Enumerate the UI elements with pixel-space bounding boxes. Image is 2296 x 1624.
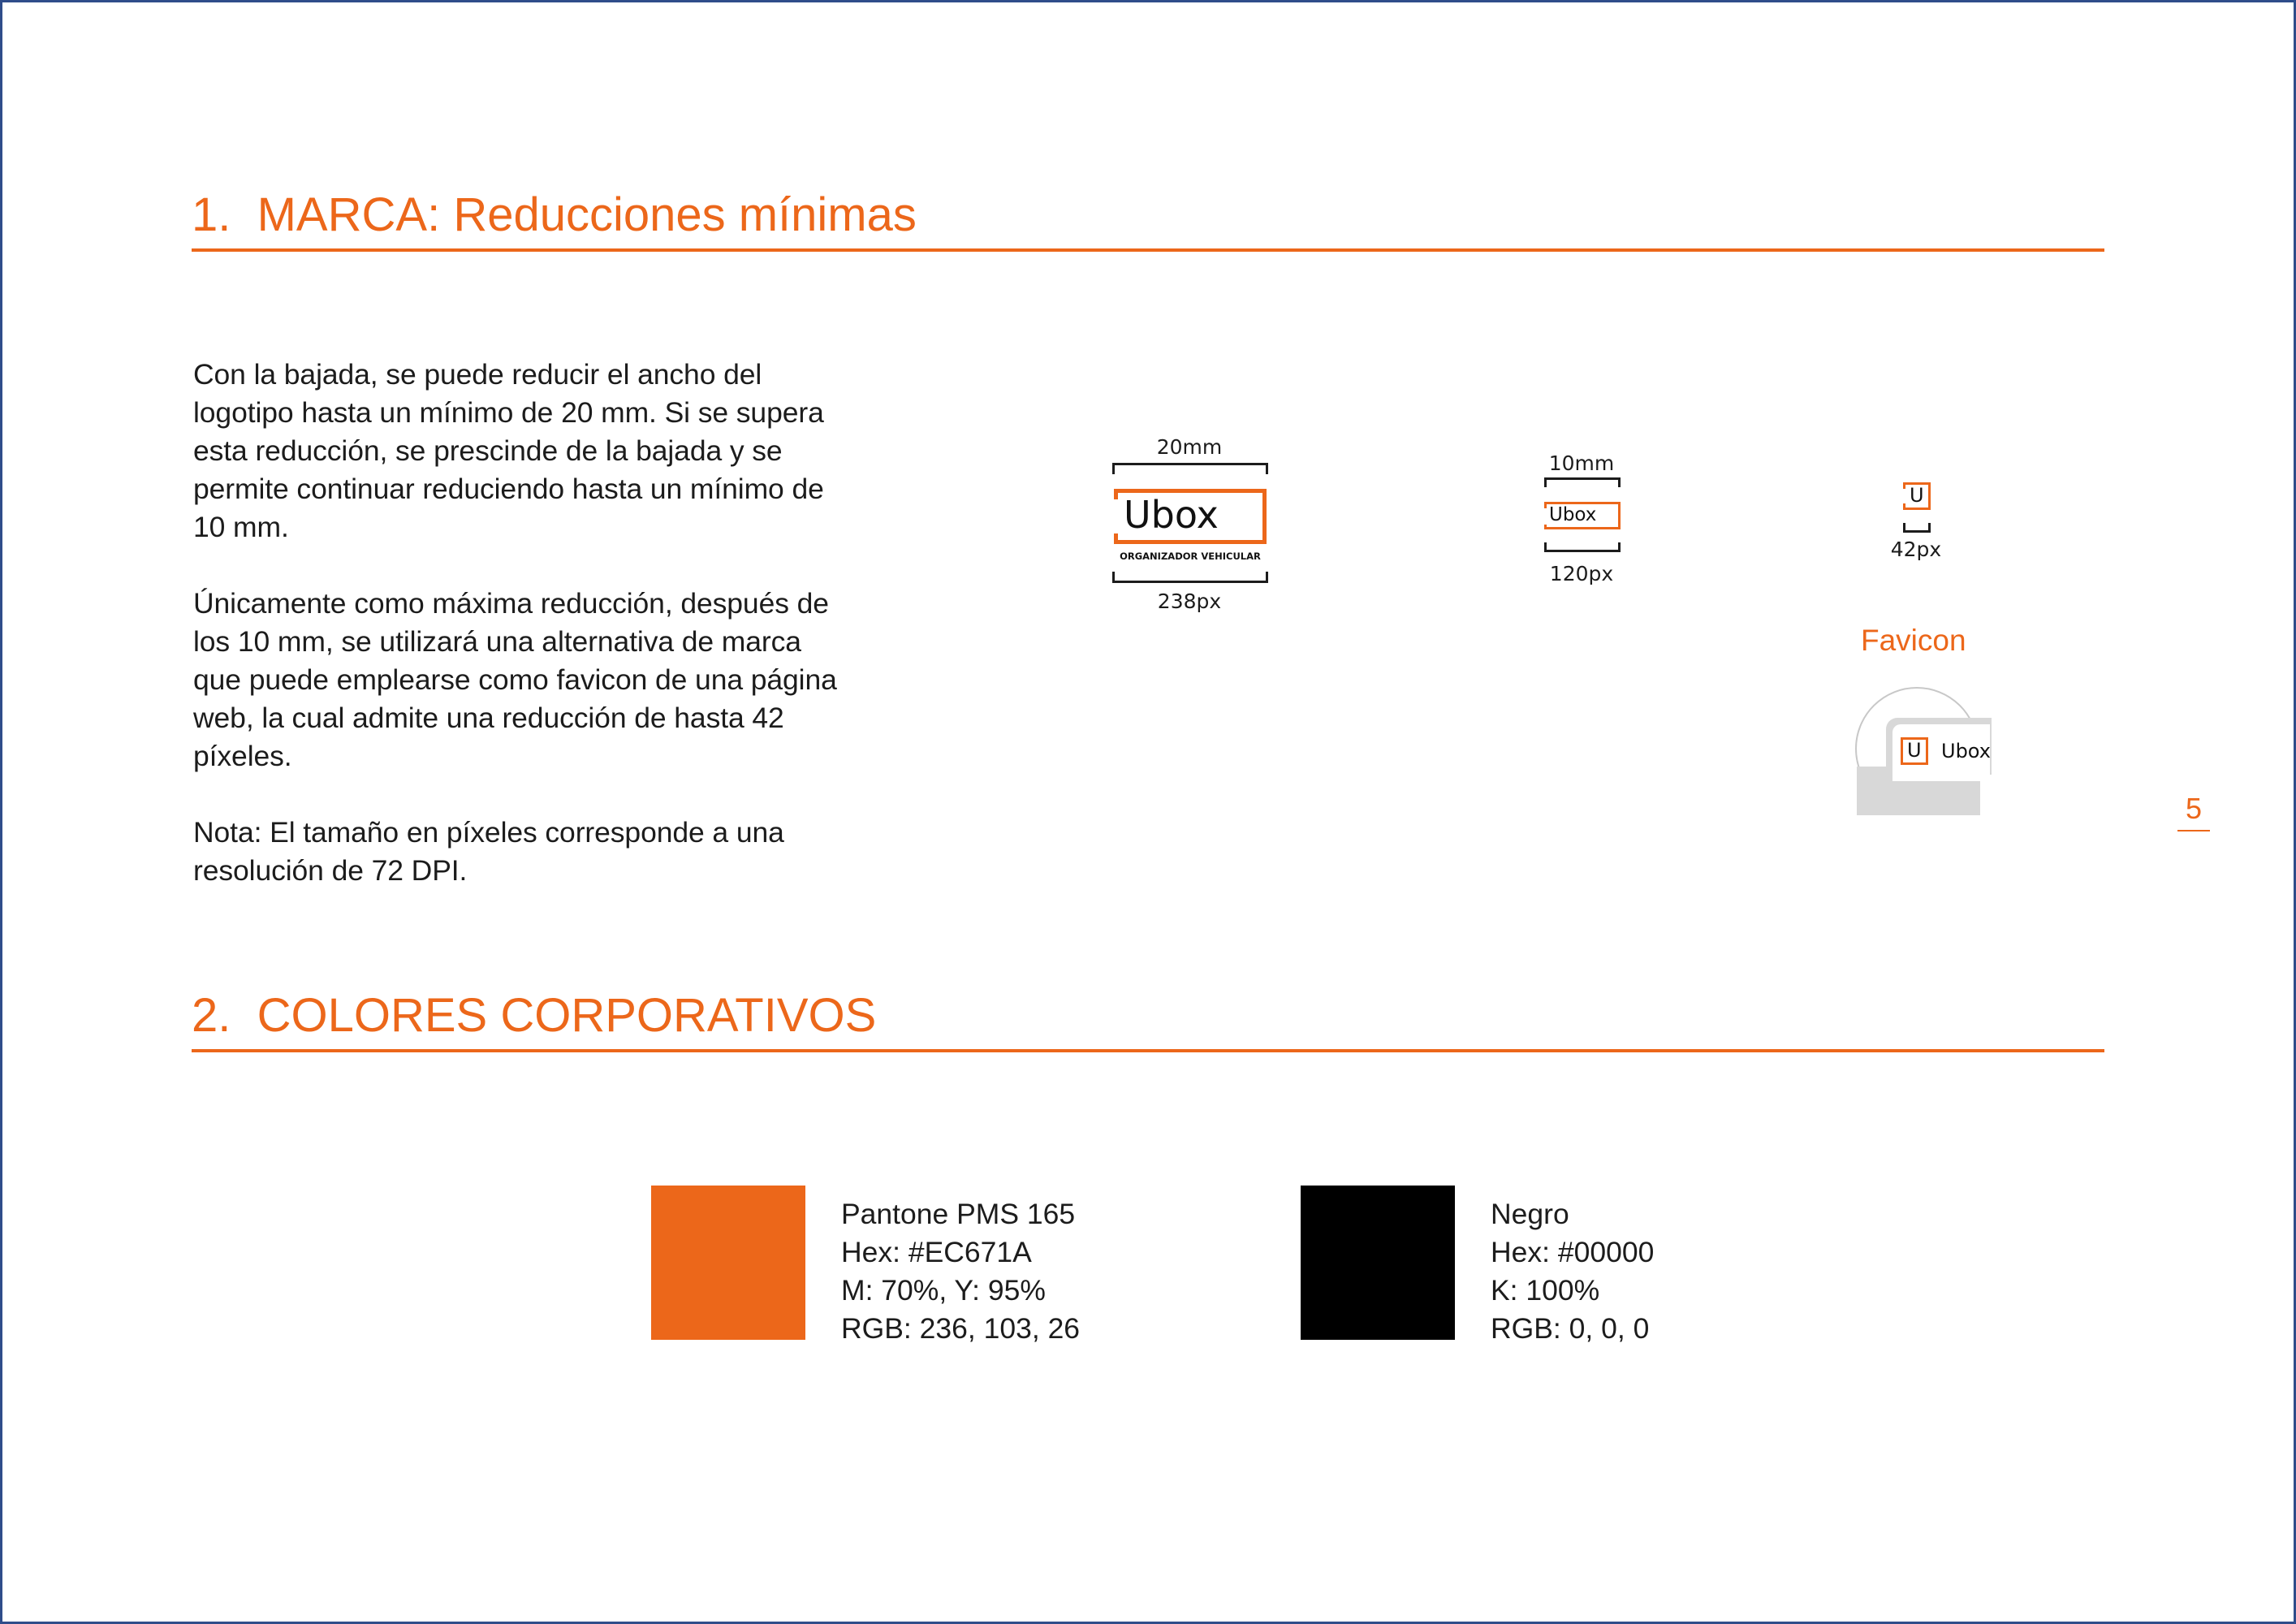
favicon-title: Favicon (1861, 624, 1966, 657)
logo-medium-bottom-label: 120px (1549, 562, 1614, 585)
section-1-prefix: MARCA: (257, 188, 441, 241)
logo-medium-bottom-bracket (1544, 542, 1621, 552)
favicon-browser-tab-preview (1855, 687, 1991, 810)
tab-title: Ubox (1941, 740, 1991, 762)
color-orange-line-4: RGB: 236, 103, 26 (841, 1312, 1081, 1345)
logo-large-bottom-bracket (1112, 572, 1268, 583)
color-black-line-1: Negro (1491, 1198, 1569, 1230)
color-swatch-black (1301, 1186, 1455, 1340)
section-2-rule (192, 1049, 2104, 1052)
section-1-title: Reducciones mínimas (453, 188, 917, 241)
logo-small-letter: U (1910, 484, 1924, 507)
logo-large-wordmark: Ubox (1124, 493, 1219, 537)
tab-favicon-letter: U (1907, 739, 1922, 762)
color-orange-line-3: M: 70%, Y: 95% (841, 1274, 1046, 1307)
page-number-underline (2177, 830, 2210, 831)
color-orange-line-1: Pantone PMS 165 (841, 1198, 1076, 1230)
section-2-number: 2. (192, 989, 231, 1042)
paragraph-3: Nota: El tamaño en píxeles corresponde a una resolución de 72 DPI. (193, 816, 784, 887)
section-1-number: 1. (192, 188, 231, 241)
logo-large-top-label: 20mm (1156, 435, 1223, 459)
logo-large-subtitle: ORGANIZADOR VEHICULAR (1120, 551, 1261, 562)
logo-small-bracket (1903, 523, 1931, 533)
section-1-rule (192, 248, 2104, 252)
section-1-heading (192, 188, 917, 241)
section-2-title: COLORES CORPORATIVOS (257, 989, 877, 1042)
logo-large-top-bracket (1112, 463, 1268, 474)
paragraph-1: Con la bajada, se puede reducir el ancho del logotipo hasta un mínimo de 20 mm. Si se supera esta reducción, se prescinde de la bajada y se permite continuar reduciendo hasta un mínimo de 10 mm. (193, 358, 824, 543)
paragraph-2: Únicamente como máxima reducción, después de los 10 mm, se utilizará una alternativa de marca que puede emplearse como favicon de una página web, la cual admite una reducción de hasta 42 píxeles. (193, 587, 837, 772)
color-orange-line-2: Hex: #EC671A (841, 1236, 1032, 1268)
color-black-line-3: K: 100% (1491, 1274, 1600, 1307)
section-2-heading (192, 989, 877, 1042)
color-black-line-2: Hex: #00000 (1491, 1236, 1655, 1268)
logo-medium-top-label: 10mm (1548, 451, 1615, 475)
logo-medium-top-bracket (1544, 477, 1621, 487)
logo-medium-wordmark: Ubox (1549, 504, 1597, 525)
color-swatch-orange (651, 1186, 805, 1340)
color-black-line-4: RGB: 0, 0, 0 (1491, 1312, 1650, 1345)
logo-small-label: 42px (1890, 538, 1942, 561)
page-number: 5 (2185, 792, 2203, 825)
logo-large-bottom-label: 238px (1157, 590, 1222, 613)
